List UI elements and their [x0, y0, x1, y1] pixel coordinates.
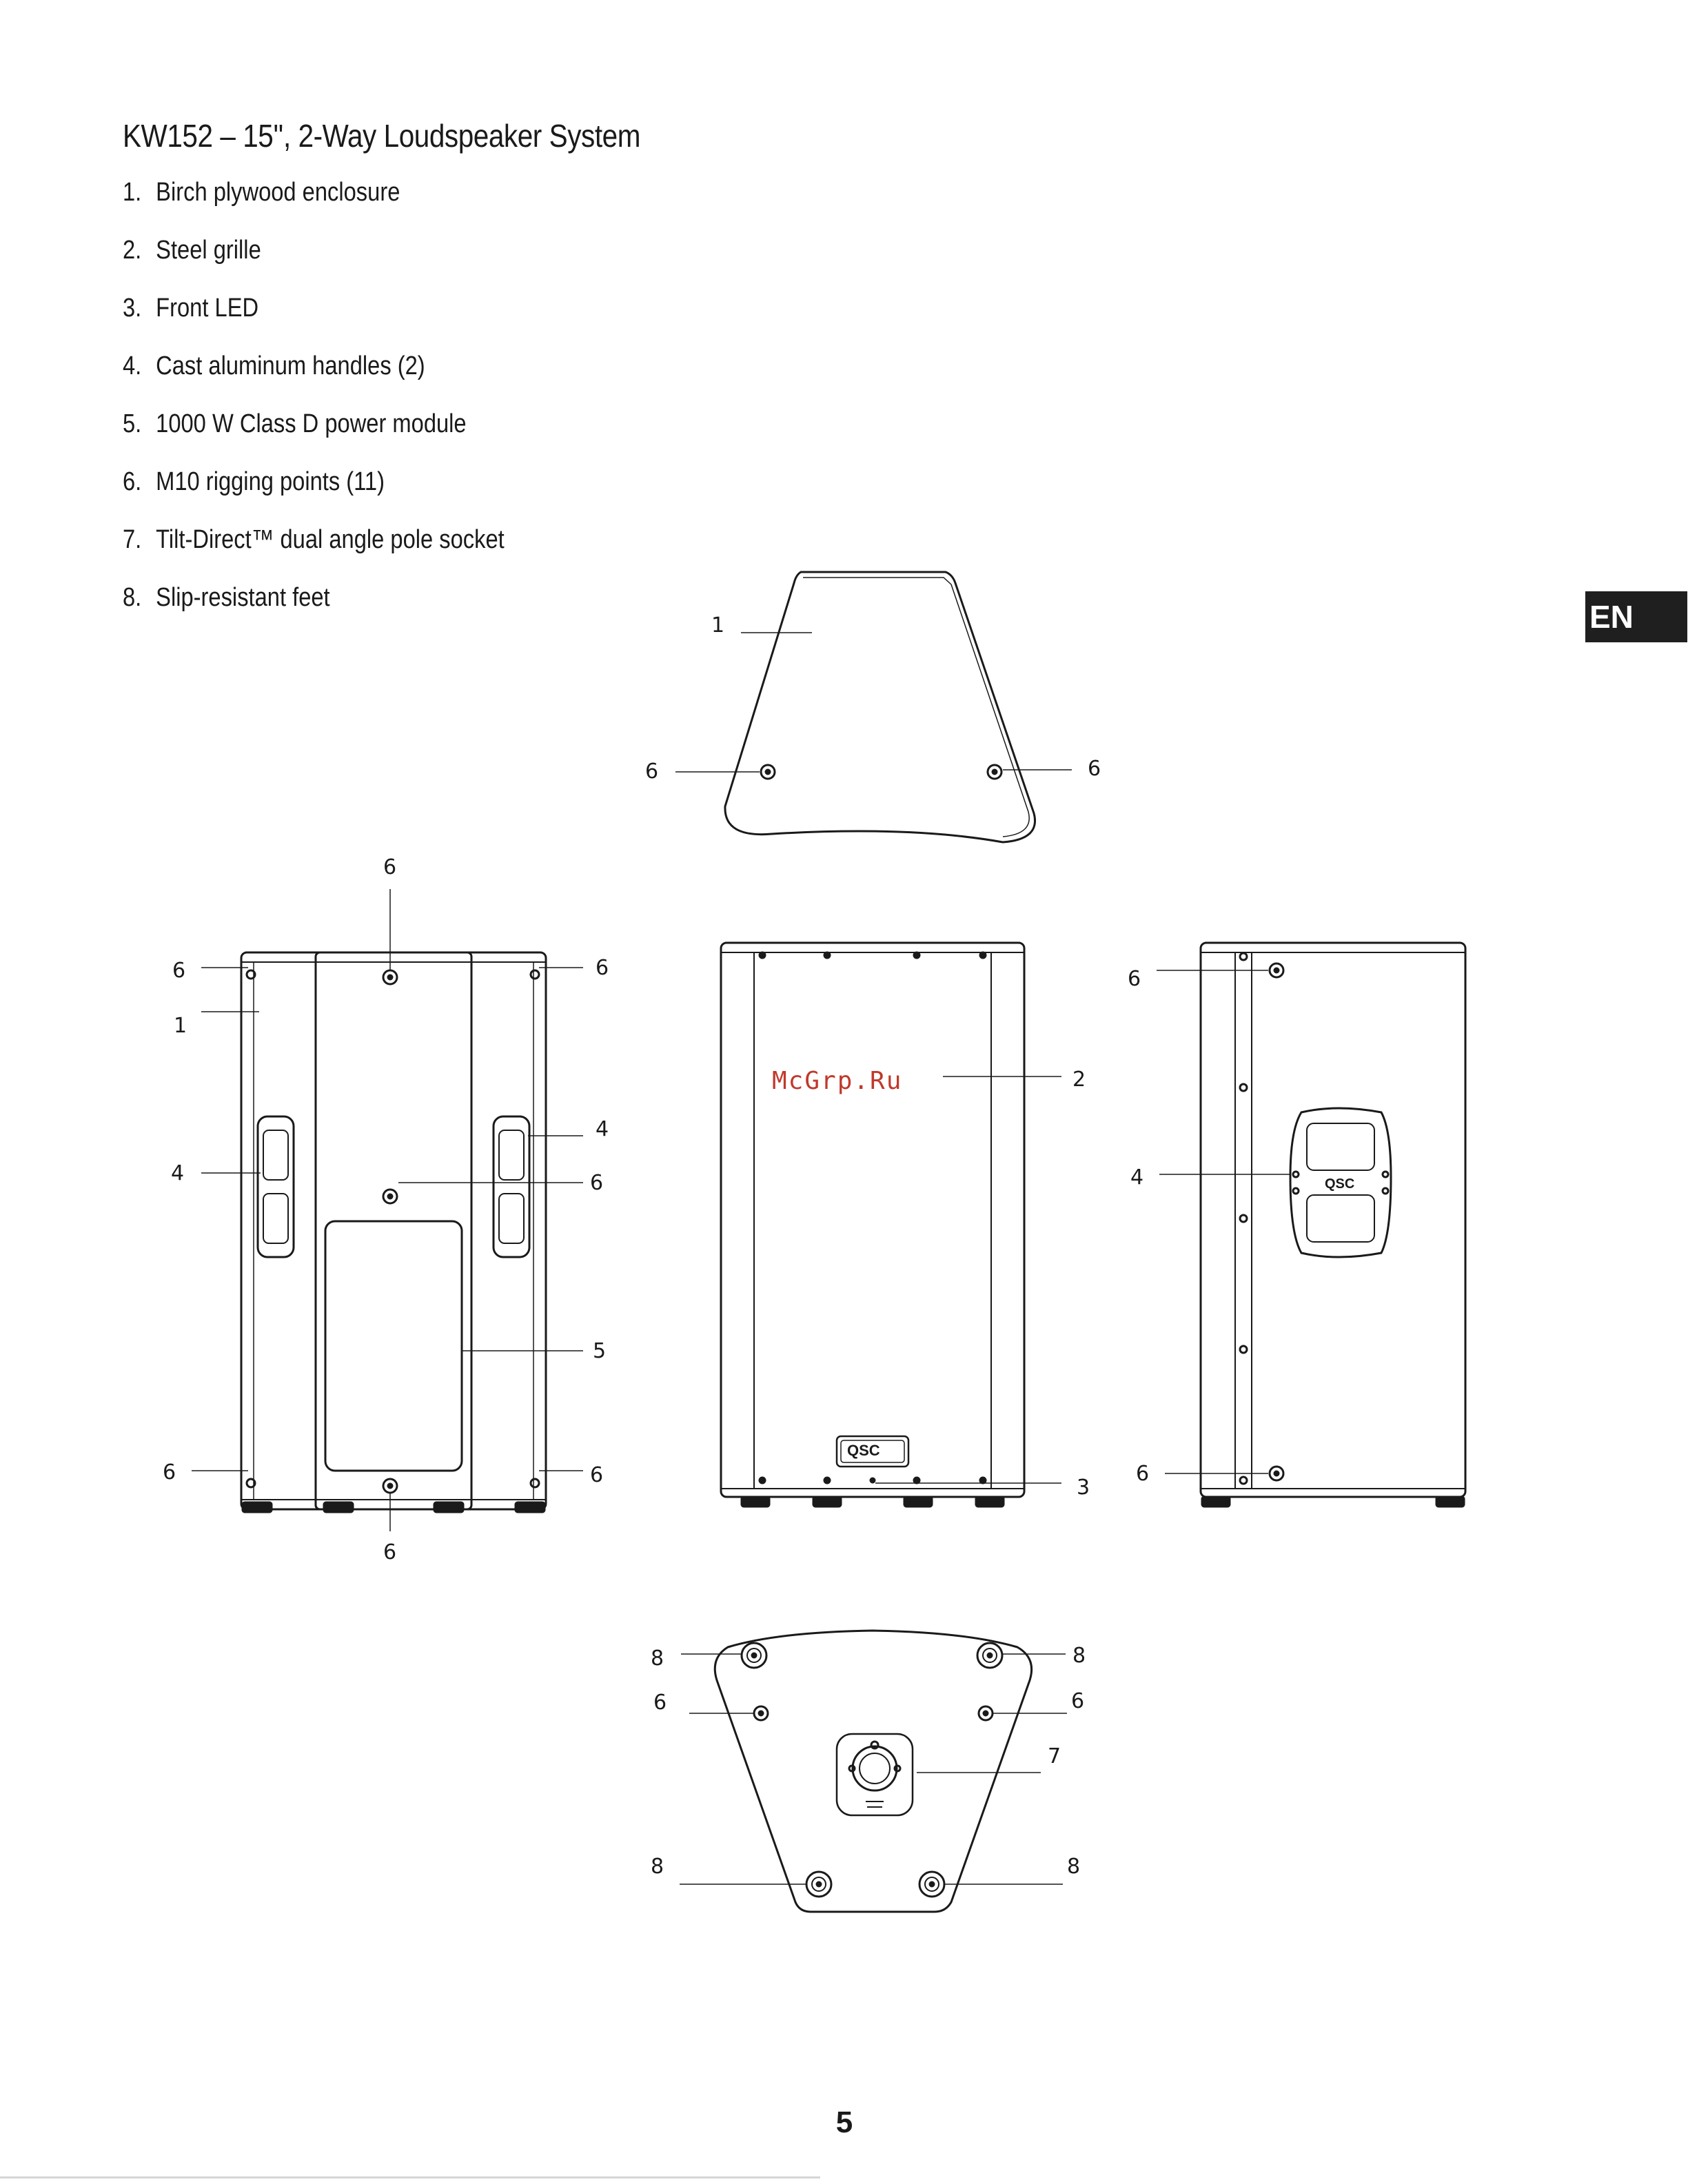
callout-1: 1	[174, 1014, 187, 1038]
item-number: 3.	[123, 294, 142, 323]
item-number: 5.	[123, 409, 142, 438]
item-label: Front LED	[156, 294, 259, 323]
front-logo-text: QSC	[847, 1442, 880, 1459]
side-logo-text: QSC	[1325, 1176, 1355, 1192]
item-label: Cast aluminum handles (2)	[156, 351, 425, 380]
item-label: 1000 W Class D power module	[156, 409, 467, 438]
page-title: KW152 – 15'', 2-Way Loudspeaker System	[123, 118, 640, 154]
callout-8: 8	[1072, 1644, 1086, 1668]
footer-divider	[0, 2176, 820, 2178]
callout-7: 7	[1048, 1744, 1061, 1768]
item-number: 4.	[123, 351, 142, 380]
item-number: 7.	[123, 525, 142, 554]
callout-6: 6	[1128, 967, 1141, 991]
rear-view	[192, 889, 583, 1531]
callout-2: 2	[1072, 1068, 1086, 1092]
callout-8: 8	[651, 1855, 664, 1879]
callout-6: 6	[653, 1691, 667, 1715]
item-number: 6.	[123, 467, 142, 496]
side-view	[1157, 943, 1465, 1507]
watermark: McGrp.Ru	[772, 1067, 903, 1095]
power-module	[325, 1221, 462, 1471]
callout-3: 3	[1077, 1476, 1090, 1500]
callout-6: 6	[590, 1463, 604, 1487]
front-view	[721, 943, 1061, 1507]
front-led	[871, 1478, 875, 1482]
callout-6: 6	[590, 1171, 604, 1195]
callout-6: 6	[172, 959, 186, 983]
item-label: M10 rigging points (11)	[156, 467, 385, 496]
item-label: Slip-resistant feet	[156, 583, 330, 612]
item-number: 8.	[123, 583, 142, 612]
callout-6: 6	[383, 1540, 397, 1564]
item-label: Steel grille	[156, 236, 261, 265]
callout-6: 6	[596, 956, 609, 980]
callout-6: 6	[1088, 757, 1101, 781]
item-number: 1.	[123, 178, 142, 207]
bottom-view	[680, 1631, 1067, 1912]
callout-4: 4	[171, 1161, 185, 1185]
callout-5: 5	[593, 1339, 607, 1363]
item-label: Birch plywood enclosure	[156, 178, 400, 207]
page-number: 5	[835, 2105, 853, 2139]
callout-8: 8	[1067, 1855, 1081, 1879]
callout-4: 4	[1130, 1165, 1144, 1190]
language-tab[interactable]: EN	[1585, 591, 1687, 642]
callout-6: 6	[645, 759, 659, 784]
callout-8: 8	[651, 1646, 664, 1671]
callout-6: 6	[1136, 1462, 1150, 1486]
callout-1: 1	[711, 613, 725, 637]
callout-6: 6	[163, 1460, 176, 1484]
callout-6: 6	[1071, 1689, 1085, 1713]
top-view	[675, 572, 1072, 842]
callout-6: 6	[383, 855, 397, 879]
item-label: Tilt-Direct™ dual angle pole socket	[156, 525, 505, 554]
item-number: 2.	[123, 236, 142, 265]
callout-4: 4	[596, 1117, 609, 1141]
